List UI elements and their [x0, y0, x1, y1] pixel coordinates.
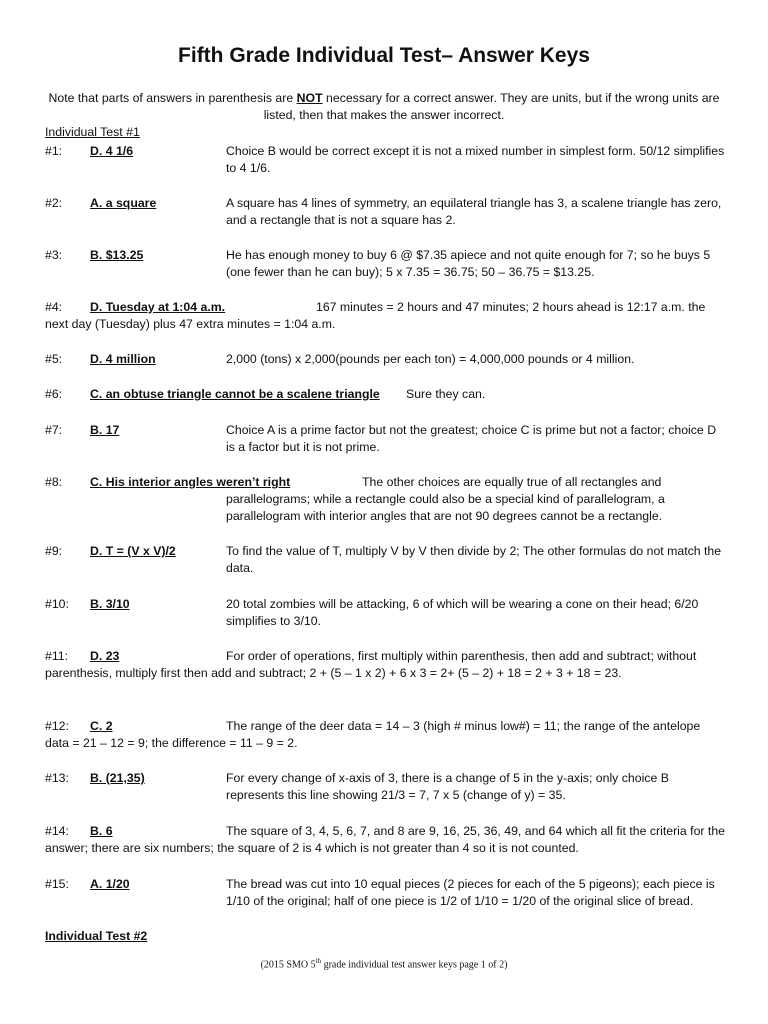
units-note	[44, 90, 724, 124]
question-3	[45, 247, 725, 281]
question-number: #3:	[45, 248, 63, 262]
question-6	[45, 386, 725, 403]
question-explanation: For order of operations, first multiply within parenthesis, then add and subtract; without parenthesis, multiply first then add and subtract; 2 + (5 – 1 x 2) + 6 x 3 = 2+ (5 – 2) + 18 = 2 + 3 + 18 = 23.	[45, 649, 697, 680]
question-answer: B. 3/10	[90, 597, 130, 611]
question-explanation: The square of 3, 4, 5, 6, 7, and 8 are 9, 16, 25, 36, 49, and 64 which all fit the criteria for the answer; there are six numbers; the square of 2 is 4 which is not greater than 4 so it is not counted.	[45, 824, 726, 855]
page-footer	[0, 957, 768, 970]
question-number: #14:	[45, 824, 69, 838]
question-8	[45, 474, 725, 525]
question-explanation: For every change of x-axis of 3, there is a change of 5 in the y-axis; only choice B represents this line showing 21/3 = 7, 7 x 5 (change of y) = 35.	[226, 771, 669, 802]
question-11	[45, 648, 725, 682]
question-answer: B. 17	[90, 423, 120, 437]
question-number: #5:	[45, 352, 63, 366]
question-number: #11:	[45, 649, 69, 663]
question-7	[45, 422, 725, 456]
question-answer: A. a square	[90, 196, 157, 210]
question-answer: B. 6	[90, 824, 113, 838]
page-title: Fifth Grade Individual Test– Answer Keys	[178, 44, 590, 67]
question-2	[45, 195, 725, 229]
question-number: #10:	[45, 597, 69, 611]
footer-text-before: (2015 SMO 5	[260, 959, 316, 971]
question-explanation: 167 minutes = 2 hours and 47 minutes; 2 hours ahead is 12:17 a.m. the next day (Tuesday) plus 47 extra minutes = 1:04 a.m.	[45, 300, 706, 331]
question-14	[45, 823, 725, 857]
question-5	[45, 351, 725, 368]
question-number: #9:	[45, 544, 63, 558]
question-number: #7:	[45, 423, 63, 437]
question-answer: D. 4 million	[90, 352, 156, 366]
question-explanation: He has enough money to buy 6 @ $7.35 apiece and not quite enough for 7; so he buys 5 (one fewer than he can buy); 5 x 7.35 = 36.75; 50 – 36.75 = $13.25.	[226, 248, 711, 279]
question-12	[45, 718, 725, 752]
question-explanation: 2,000 (tons) x 2,000(pounds per each ton) = 4,000,000 pounds or 4 million.	[226, 352, 635, 366]
question-explanation: The bread was cut into 10 equal pieces (2 pieces for each of the 5 pigeons); each piece is 1/10 of the original; half of one piece is 1/2 of 1/10 = 1/20 of the original slice of bread.	[226, 877, 715, 908]
question-explanation: 20 total zombies will be attacking, 6 of which will be wearing a cone on their head; 6/20 simplifies to 3/10.	[226, 597, 699, 628]
question-answer: C. 2	[90, 719, 113, 733]
section-heading-test2: Individual Test #2	[45, 929, 148, 943]
question-number: #1:	[45, 144, 63, 158]
section-heading-test1: Individual Test #1	[45, 125, 140, 139]
question-number: #4:	[45, 300, 63, 314]
question-number: #6:	[45, 387, 63, 401]
note-text-before: Note that parts of answers in parenthesis are	[48, 91, 297, 105]
question-number: #12:	[45, 719, 69, 733]
note-text-after: necessary for a correct answer. They are units, but if the wrong units are listed, then that makes the answer incorrect.	[263, 91, 720, 122]
question-explanation: To find the value of T, multiply V by V then divide by 2; The other formulas do not match the data.	[226, 544, 722, 575]
question-13	[45, 770, 725, 804]
question-explanation: The range of the deer data = 14 – 3 (high # minus low#) = 11; the range of the antelope data = 21 – 12 = 9; the difference = 11 – 9 = 2.	[45, 719, 701, 750]
question-number: #13:	[45, 771, 69, 785]
question-1	[45, 143, 725, 177]
question-answer: D. Tuesday at 1:04 a.m.	[90, 300, 226, 314]
question-answer: C. His interior angles weren’t right	[90, 475, 291, 489]
question-answer: D. 4 1/6	[90, 144, 134, 158]
question-answer: A. 1/20	[90, 877, 130, 891]
question-explanation: Choice A is a prime factor but not the greatest; choice C is prime but not a factor; choice D is a factor but it is not prime.	[226, 423, 717, 454]
footer-text-after: grade individual test answer keys page 1 of 2)	[321, 959, 508, 971]
question-number: #2:	[45, 196, 63, 210]
question-answer: D. 23	[90, 649, 120, 663]
question-number: #15:	[45, 877, 69, 891]
question-15	[45, 876, 725, 910]
question-10	[45, 596, 725, 630]
question-number: #8:	[45, 475, 63, 489]
question-explanation: Choice B would be correct except it is not a mixed number in simplest form. 50/12 simplifies to 4 1/6.	[226, 144, 725, 175]
question-answer: C. an obtuse triangle cannot be a scalene triangle	[90, 387, 380, 401]
question-answer: B. $13.25	[90, 248, 144, 262]
question-explanation: A square has 4 lines of symmetry, an equilateral triangle has 3, a scalene triangle has zero, and a rectangle that is not a square has 2.	[226, 196, 722, 227]
question-explanation: The other choices are equally true of all rectangles and parallelograms; while a rectangle could also be a special kind of parallelogram, a parallelogram with interior angles that are not 90 degrees cannot be a rectangle.	[226, 475, 665, 523]
question-9	[45, 543, 725, 577]
question-answer: B. (21,35)	[90, 771, 145, 785]
question-explanation: Sure they can.	[406, 387, 486, 401]
footer-superscript: th	[315, 957, 322, 965]
note-emphasis: NOT	[296, 91, 323, 105]
question-4	[45, 299, 725, 333]
question-answer: D. T = (V x V)/2	[90, 544, 176, 558]
